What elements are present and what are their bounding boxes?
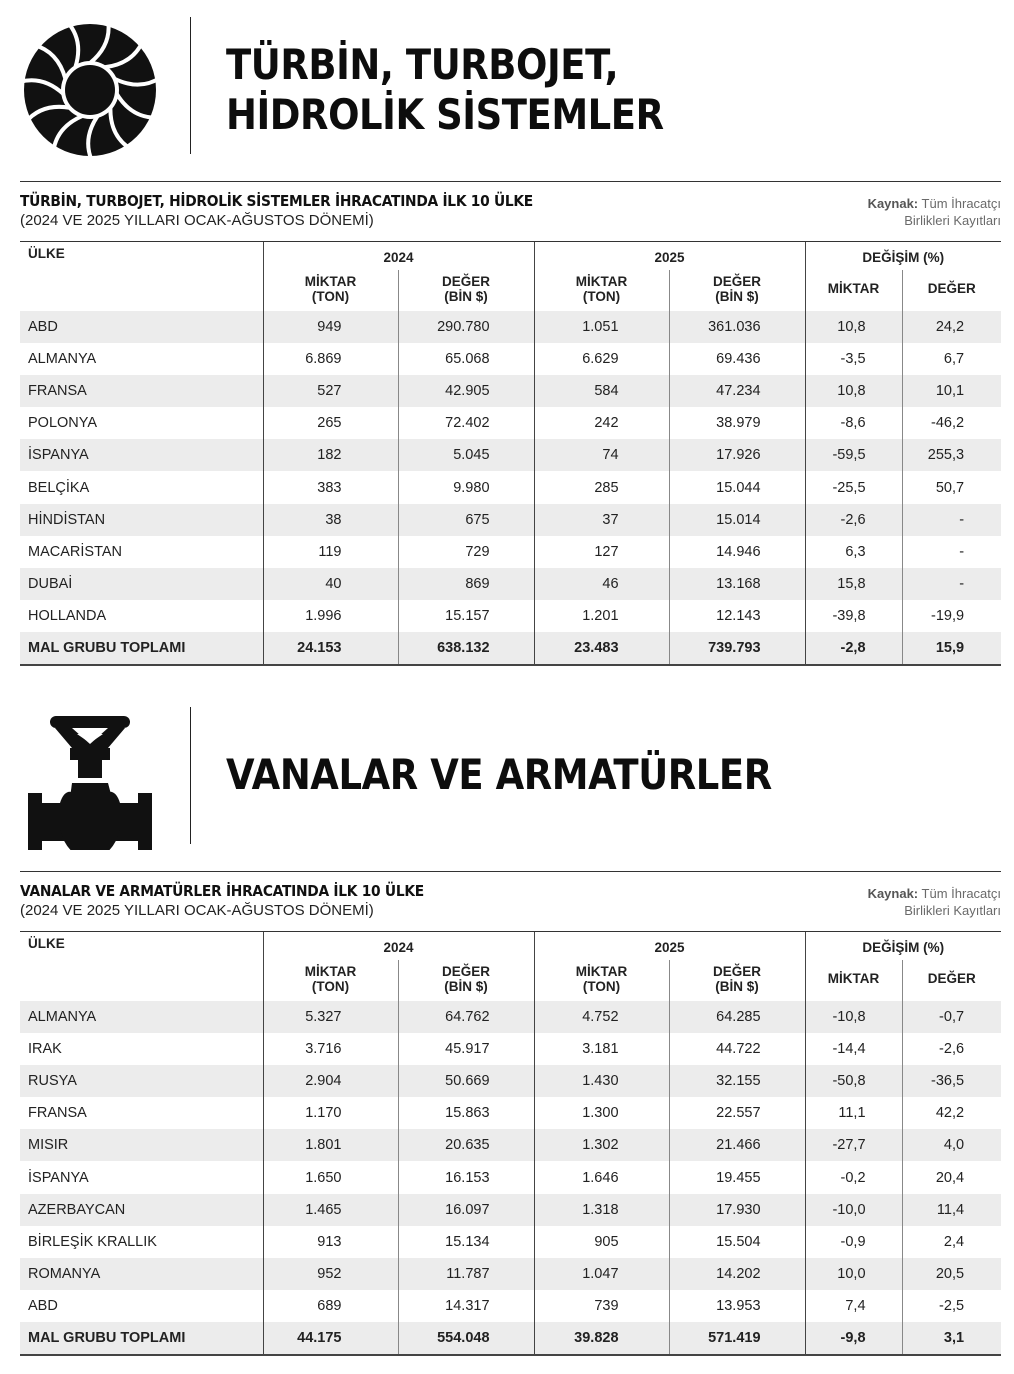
header-val-2025: DEĞER (BİN $) — [669, 960, 805, 1001]
cell-country: RUSYA — [20, 1065, 263, 1097]
cell-val-2024: 20.635 — [398, 1129, 534, 1161]
cell-qty-2025: 74 — [534, 439, 669, 471]
cell-country: AZERBAYCAN — [20, 1194, 263, 1226]
cell-change-val: - — [902, 504, 1001, 536]
cell-val-2025: 13.953 — [669, 1290, 805, 1322]
cell-qty-2024: 3.716 — [263, 1033, 398, 1065]
cell-change-val: -0,7 — [902, 1001, 1001, 1033]
cell-val-2025: 15.044 — [669, 471, 805, 503]
header-year-2024: 2024 — [263, 932, 534, 960]
cell-val-2024: 554.048 — [398, 1322, 534, 1354]
cell-country: FRANSA — [28, 1105, 87, 1122]
cell-change-val: 50,7 — [902, 471, 1001, 503]
cell-val-2025: 15.014 — [669, 504, 805, 536]
cell-country: DUBAİ — [20, 568, 263, 600]
cell-change-val: 15,9 — [902, 632, 1001, 664]
cell-val-2024: 15.863 — [398, 1097, 534, 1129]
page-title-line-1: VANALAR VE ARMATÜRLER — [226, 750, 772, 799]
cell-val-2025: 571.419 — [669, 1322, 805, 1354]
table-body — [20, 1001, 1001, 1355]
cell-change-qty: 11,1 — [805, 1097, 902, 1129]
header-change-qty: MİKTAR — [805, 960, 902, 1001]
source-text-2: Birlikleri Kayıtları — [904, 903, 1001, 918]
table-row — [20, 343, 1001, 375]
table-row — [20, 568, 1001, 600]
cell-change-qty: -10,8 — [805, 1001, 902, 1033]
valve-table-section — [20, 871, 1001, 1356]
cell-change-qty: -27,7 — [805, 1129, 902, 1161]
cell-change-val: 24,2 — [902, 311, 1001, 343]
source-text-1: Tüm İhracatçı — [921, 886, 1001, 901]
cell-qty-2025: 23.483 — [534, 632, 669, 664]
cell-val-2024: 5.045 — [398, 439, 534, 471]
cell-val-2025: 21.466 — [669, 1129, 805, 1161]
table-body — [20, 311, 1001, 665]
cell-change-val: -36,5 — [902, 1065, 1001, 1097]
table-caption — [20, 182, 1001, 241]
cell-val-2024: 11.787 — [398, 1258, 534, 1290]
table-row — [20, 1161, 1001, 1193]
cell-qty-2025: 1.300 — [534, 1097, 669, 1129]
cell-change-qty: 15,8 — [805, 568, 902, 600]
cell-qty-2024: 2.904 — [263, 1065, 398, 1097]
cell-val-2025: 44.722 — [669, 1033, 805, 1065]
source-text-1: Tüm İhracatçı — [921, 196, 1001, 211]
cell-qty-2025: 37 — [534, 504, 669, 536]
cell-change-qty: -10,0 — [805, 1194, 902, 1226]
header-divider — [190, 17, 191, 154]
source-text-2: Birlikleri Kayıtları — [904, 213, 1001, 228]
cell-qty-2024: 952 — [263, 1258, 398, 1290]
header-divider — [190, 707, 191, 844]
table-row — [20, 1290, 1001, 1322]
cell-qty-2024: 38 — [263, 504, 398, 536]
cell-country: İSPANYA — [28, 1169, 89, 1186]
cell-val-2025: 13.168 — [669, 568, 805, 600]
header-change: DEĞİŞİM (%) — [805, 932, 1001, 960]
cell-qty-2025: 285 — [534, 471, 669, 503]
cell-val-2024: 64.762 — [398, 1001, 534, 1033]
cell-val-2024: 65.068 — [398, 343, 534, 375]
cell-qty-2025: 1.051 — [534, 311, 669, 343]
table-total-row — [20, 1322, 1001, 1354]
table-subtitle: (2024 VE 2025 YILLARI OCAK-AĞUSTOS DÖNEMİ) — [20, 902, 374, 919]
cell-change-val: 42,2 — [902, 1097, 1001, 1129]
header-country: ÜLKE — [20, 932, 263, 1001]
cell-qty-2025: 1.646 — [534, 1161, 669, 1193]
cell-country: HİNDİSTAN — [20, 504, 263, 536]
cell-change-qty: -50,8 — [805, 1065, 902, 1097]
cell-change-val: 3,1 — [902, 1322, 1001, 1354]
cell-val-2024: 16.097 — [398, 1194, 534, 1226]
cell-change-qty: -59,5 — [805, 439, 902, 471]
cell-val-2025: 32.155 — [669, 1065, 805, 1097]
header-change-qty: MİKTAR — [805, 270, 902, 311]
cell-change-qty: -3,5 — [805, 343, 902, 375]
cell-country: POLONYA — [28, 415, 98, 432]
cell-qty-2024: 913 — [263, 1226, 398, 1258]
cell-qty-2024: 1.170 — [263, 1097, 398, 1129]
cell-val-2024: 15.157 — [398, 600, 534, 632]
cell-change-qty: 10,8 — [805, 311, 902, 343]
cell-change-qty: -9,8 — [805, 1322, 902, 1354]
cell-val-2024: 16.153 — [398, 1161, 534, 1193]
source-note — [868, 195, 1001, 229]
cell-change-qty: -2,8 — [805, 632, 902, 664]
source-label: Kaynak: — [867, 196, 919, 211]
cell-qty-2024: 1.465 — [263, 1194, 398, 1226]
cell-change-qty: -39,8 — [805, 600, 902, 632]
table-row — [20, 1226, 1001, 1258]
cell-val-2025: 22.557 — [669, 1097, 805, 1129]
header-qty-2024: MİKTAR (TON) — [263, 270, 398, 311]
cell-country: BİRLEŞİK KRALLIK — [28, 1233, 157, 1250]
cell-change-val: -2,6 — [902, 1033, 1001, 1065]
cell-qty-2024: 6.869 — [263, 343, 398, 375]
cell-qty-2025: 1.201 — [534, 600, 669, 632]
cell-change-val: 20,4 — [902, 1161, 1001, 1193]
cell-val-2025: 361.036 — [669, 311, 805, 343]
header-val-2024: DEĞER (BİN $) — [398, 960, 534, 1001]
cell-qty-2025: 39.828 — [534, 1322, 669, 1354]
table-row — [20, 471, 1001, 503]
cell-qty-2024: 949 — [263, 311, 398, 343]
cell-qty-2025: 1.302 — [534, 1129, 669, 1161]
cell-change-qty: 6,3 — [805, 536, 902, 568]
cell-country: FRANSA — [20, 375, 263, 407]
cell-qty-2024: 5.327 — [263, 1001, 398, 1033]
header-val-2024: DEĞER (BİN $) — [398, 270, 534, 311]
cell-qty-2024: 182 — [263, 439, 398, 471]
cell-val-2025: 14.202 — [669, 1258, 805, 1290]
table-title: TÜRBİN, TURBOJET, HİDROLİK SİSTEMLER İHRACATINDA İLK 10 ÜLKE — [20, 192, 533, 210]
valve-icon — [20, 710, 160, 850]
table-row — [20, 1001, 1001, 1033]
cell-qty-2024: 1.801 — [263, 1129, 398, 1161]
source-note — [868, 885, 1001, 919]
cell-val-2024: 14.317 — [398, 1290, 534, 1322]
cell-country: MACARİSTAN — [28, 543, 122, 560]
table-row — [20, 504, 1001, 536]
table-row — [20, 1258, 1001, 1290]
cell-country: ABD — [20, 311, 263, 343]
cell-val-2024: 72.402 — [398, 407, 534, 439]
table-row — [20, 439, 1001, 471]
cell-qty-2025: 6.629 — [534, 343, 669, 375]
cell-change-val: -2,5 — [902, 1290, 1001, 1322]
cell-qty-2025: 905 — [534, 1226, 669, 1258]
cell-val-2024: 42.905 — [398, 375, 534, 407]
cell-val-2024: 729 — [398, 536, 534, 568]
cell-country: HOLLANDA — [28, 608, 107, 625]
cell-qty-2025: 739 — [534, 1290, 669, 1322]
cell-val-2024: 290.780 — [398, 311, 534, 343]
header-year-2025: 2025 — [534, 932, 805, 960]
cell-qty-2025: 1.430 — [534, 1065, 669, 1097]
cell-change-qty: -14,4 — [805, 1033, 902, 1065]
cell-change-val: 6,7 — [902, 343, 1001, 375]
cell-change-val: 4,0 — [902, 1129, 1001, 1161]
cell-qty-2024: 1.650 — [263, 1161, 398, 1193]
header-year-2024: 2024 — [263, 242, 534, 270]
cell-change-qty: 10,0 — [805, 1258, 902, 1290]
cell-val-2025: 47.234 — [669, 375, 805, 407]
cell-country: MAL GRUBU TOPLAMI — [20, 1322, 263, 1354]
valve-section-header — [0, 705, 1014, 855]
page-title — [226, 40, 664, 140]
cell-qty-2025: 1.047 — [534, 1258, 669, 1290]
cell-qty-2024: 44.175 — [263, 1322, 398, 1354]
table-total-row — [20, 632, 1001, 664]
cell-val-2025: 12.143 — [669, 600, 805, 632]
turbine-table-section — [20, 181, 1001, 666]
table-row — [20, 1129, 1001, 1161]
cell-change-qty: -2,6 — [805, 504, 902, 536]
cell-country: ALMANYA — [28, 350, 97, 367]
cell-change-val: - — [902, 536, 1001, 568]
cell-change-qty: 7,4 — [805, 1290, 902, 1322]
cell-change-qty: 10,8 — [805, 375, 902, 407]
cell-val-2025: 19.455 — [669, 1161, 805, 1193]
table-row — [20, 311, 1001, 343]
source-label: Kaynak: — [867, 886, 919, 901]
cell-qty-2025: 4.752 — [534, 1001, 669, 1033]
cell-val-2024: 50.669 — [398, 1065, 534, 1097]
table-row — [20, 536, 1001, 568]
cell-qty-2024: 40 — [263, 568, 398, 600]
cell-qty-2024: 119 — [263, 536, 398, 568]
cell-val-2024: 15.134 — [398, 1226, 534, 1258]
cell-qty-2024: 265 — [263, 407, 398, 439]
cell-country: İSPANYA — [20, 439, 263, 471]
cell-val-2024: 675 — [398, 504, 534, 536]
header-qty-2025: MİKTAR (TON) — [534, 270, 669, 311]
cell-change-val: 10,1 — [902, 375, 1001, 407]
cell-qty-2025: 127 — [534, 536, 669, 568]
cell-qty-2024: 24.153 — [263, 632, 398, 664]
cell-change-val: - — [902, 568, 1001, 600]
cell-val-2025: 739.793 — [669, 632, 805, 664]
turbine-icon — [20, 20, 160, 160]
page-title-line-2: HİDROLİK SİSTEMLER — [226, 90, 664, 139]
table-row — [20, 407, 1001, 439]
cell-change-val: 20,5 — [902, 1258, 1001, 1290]
header-qty-2024: MİKTAR (TON) — [263, 960, 398, 1001]
cell-val-2024: 45.917 — [398, 1033, 534, 1065]
turbine-export-table — [20, 241, 1001, 666]
cell-change-val: 255,3 — [902, 439, 1001, 471]
page-title-line-1: TÜRBİN, TURBOJET, — [226, 40, 619, 89]
header-change-val: DEĞER — [902, 270, 1001, 311]
turbine-section-header — [0, 15, 1014, 165]
table-row — [20, 1097, 1001, 1129]
header-change: DEĞİŞİM (%) — [805, 242, 1001, 270]
cell-country: IRAK — [28, 1040, 62, 1057]
cell-val-2025: 64.285 — [669, 1001, 805, 1033]
header-val-2025: DEĞER (BİN $) — [669, 270, 805, 311]
cell-val-2025: 17.926 — [669, 439, 805, 471]
table-row — [20, 1194, 1001, 1226]
cell-country: BELÇİKA — [28, 479, 90, 496]
header-change-val: DEĞER — [902, 960, 1001, 1001]
cell-val-2025: 38.979 — [669, 407, 805, 439]
table-row — [20, 1065, 1001, 1097]
cell-qty-2025: 3.181 — [534, 1033, 669, 1065]
header-country: ÜLKE — [20, 242, 263, 311]
cell-qty-2025: 46 — [534, 568, 669, 600]
cell-qty-2024: 383 — [263, 471, 398, 503]
cell-change-val: -19,9 — [902, 600, 1001, 632]
cell-country: ROMANYA — [20, 1258, 263, 1290]
cell-qty-2024: 689 — [263, 1290, 398, 1322]
cell-change-val: 11,4 — [902, 1194, 1001, 1226]
cell-change-qty: -0,2 — [805, 1161, 902, 1193]
valve-export-table — [20, 931, 1001, 1356]
cell-country: MISIR — [20, 1129, 263, 1161]
cell-change-qty: -0,9 — [805, 1226, 902, 1258]
cell-qty-2025: 242 — [534, 407, 669, 439]
cell-val-2025: 15.504 — [669, 1226, 805, 1258]
cell-change-qty: -25,5 — [805, 471, 902, 503]
header-qty-2025: MİKTAR (TON) — [534, 960, 669, 1001]
cell-val-2025: 14.946 — [669, 536, 805, 568]
table-row — [20, 600, 1001, 632]
header-year-2025: 2025 — [534, 242, 805, 270]
cell-qty-2024: 527 — [263, 375, 398, 407]
table-title: VANALAR VE ARMATÜRLER İHRACATINDA İLK 10 ÜLKE — [20, 882, 424, 900]
table-subtitle: (2024 VE 2025 YILLARI OCAK-AĞUSTOS DÖNEMİ) — [20, 212, 374, 229]
cell-change-val: 2,4 — [902, 1226, 1001, 1258]
cell-val-2024: 638.132 — [398, 632, 534, 664]
cell-country: MAL GRUBU TOPLAMI — [20, 632, 263, 664]
page-title — [226, 750, 772, 800]
cell-qty-2025: 1.318 — [534, 1194, 669, 1226]
cell-val-2024: 9.980 — [398, 471, 534, 503]
cell-change-qty: -8,6 — [805, 407, 902, 439]
cell-qty-2024: 1.996 — [263, 600, 398, 632]
cell-country: ALMANYA — [20, 1001, 263, 1033]
cell-val-2025: 17.930 — [669, 1194, 805, 1226]
table-caption — [20, 872, 1001, 931]
cell-change-val: -46,2 — [902, 407, 1001, 439]
cell-val-2025: 69.436 — [669, 343, 805, 375]
table-row — [20, 1033, 1001, 1065]
cell-qty-2025: 584 — [534, 375, 669, 407]
cell-val-2024: 869 — [398, 568, 534, 600]
table-row — [20, 375, 1001, 407]
cell-country: ABD — [28, 1298, 58, 1315]
